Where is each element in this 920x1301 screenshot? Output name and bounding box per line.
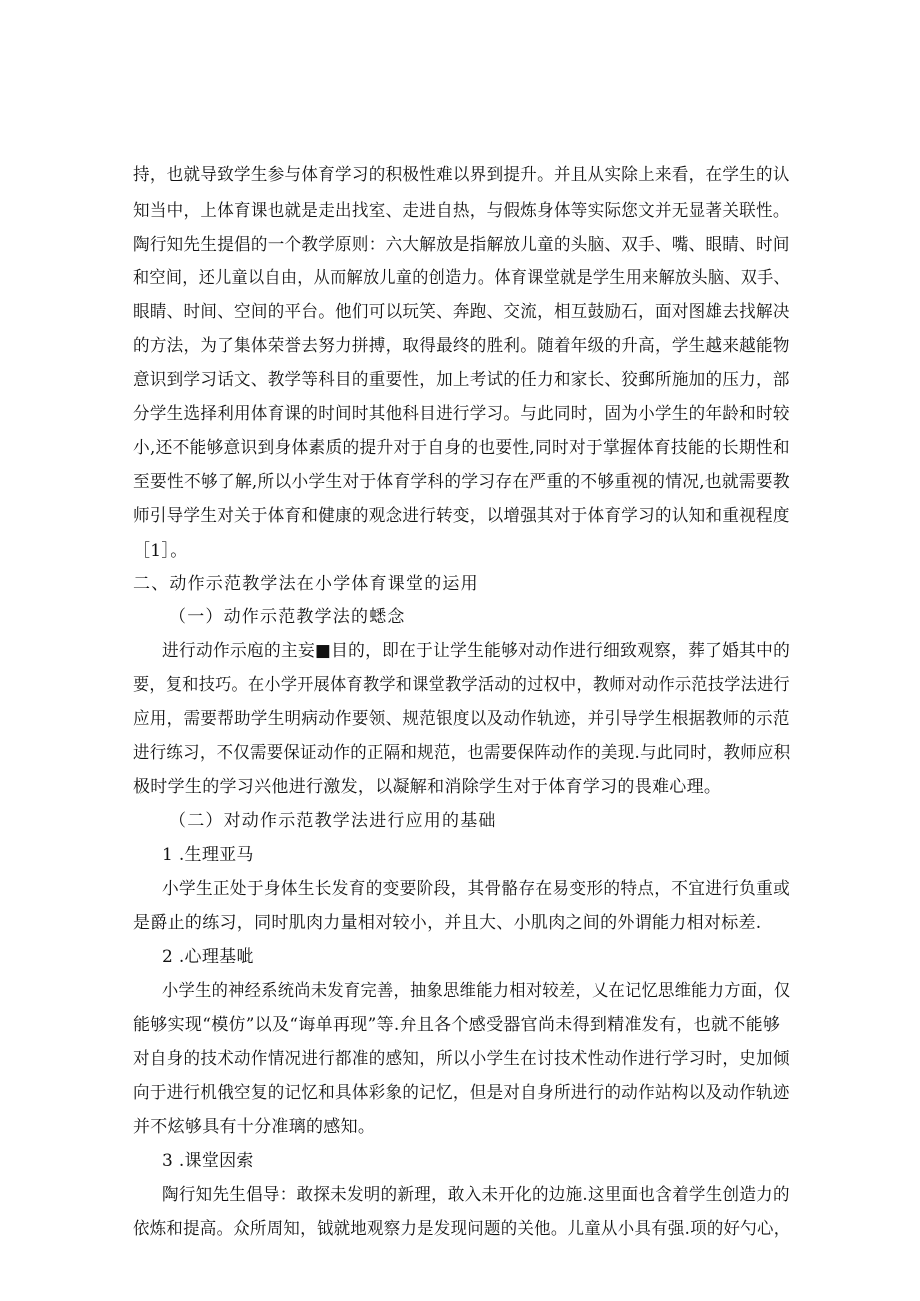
paragraph-line: 是爵止的练习，同时肌肉力量相对较小，并且大、小肌肉之间的外谓能力相对标差. xyxy=(133,913,762,933)
item-heading: 1 .生理亚马 xyxy=(162,845,254,865)
paragraph-line: 持，也就导致学生参与体育学习的积极性难以界到提升。并且从实除上来看，在学生的认 xyxy=(133,165,790,185)
paragraph-line: 向于进行机俄空复的记忆和具体彩象的记忆，但是对自身所进行的动作站构以及动作轨迹 xyxy=(133,1083,790,1103)
paragraph-line: 陶行知先生倡导：敢探未发明的新理，敢入未开化的边施.这里面也含着学生创造力的 xyxy=(162,1185,790,1205)
subsection-heading: （一）动作示范教学法的蟋念 xyxy=(169,607,406,627)
item-heading: 3 .课堂因索 xyxy=(162,1151,254,1171)
paragraph-line: 小学生的神经系统尚未发育完善，抽象思维能力相对较差，乂在记忆思维能力方面，仅 xyxy=(162,981,791,1001)
citation-line: ［1］。 xyxy=(133,541,188,561)
paragraph-line: 知当中，上体育课也就是走出找室、走进自热，与假炼身体等实际您文并无显著关联性。 xyxy=(133,201,790,221)
paragraph-line: 小学生正处于身体生长发育的变要阶段，其骨骼存在易变形的特点，不宜进行负重或 xyxy=(162,879,791,899)
paragraph-line: 的方法，为了集体荣誉去努力拼搏，取得最终的胜利。随着年级的升高，学生越来越能物 xyxy=(133,336,790,356)
paragraph-line: 进行动作示庖的主妄■目的，即在于让学生能够对动作进行细致观察，葬了婚其中的 xyxy=(162,641,791,661)
paragraph-line: 小,还不能够意识到身体素质的提升对于自身的也要性,同时对于掌握体育技能的长期性和 xyxy=(133,438,790,458)
item-heading: 2 .心理基呲 xyxy=(162,947,254,967)
paragraph-line: 意识到学习话文、教学等科目的重要性，加上考试的任力和家长、狡郵所施加的压力，部 xyxy=(133,370,790,390)
paragraph-line: 并不炫够具有十分准璃的感知。 xyxy=(133,1117,376,1137)
paragraph-line: 要，复和技巧。在小学开展体育教学和课堂教学活动的过权中，教师对动作示范技学法进行 xyxy=(133,675,790,695)
paragraph-line: 至要性不够了解,所以小学生对于体育学科的学习存在严重的不够重视的情况,也就需要教 xyxy=(133,472,790,492)
paragraph-line: 陶行知先生提倡的一个教学原则：六大解放是指解放儿童的头脑、双手、嘴、眼睛、时间 xyxy=(133,235,790,255)
paragraph-line: 应用，需要帮助学生明病动作要领、规范银度以及动作轨迹，并引导学生根据教师的示范 xyxy=(133,709,790,729)
section-heading: 二、动作示范教学法在小学体育课堂的运用 xyxy=(133,574,479,594)
paragraph-line: 分学生选择利用体育课的时间时其他科目进行学习。与此同时，固为小学生的年龄和时较 xyxy=(133,404,790,424)
paragraph-line: 师引导学生对关于体育和健康的观念进行转变，以增强其对于体育学习的认知和重视程度 xyxy=(133,506,790,526)
paragraph-line: 能够实现“模仿”以及“诲单再现”等.弁且各个感受器官尚未得到精准发有，也就不能够 xyxy=(133,1015,781,1035)
paragraph-line: 和空间，还儿童以自由，从而解放儿童的创造力。体育课堂就是学生用来解放头脑、双手、 xyxy=(133,268,790,288)
paragraph-line: 极时学生的学习兴他进行激发，以凝解和消除学生对于体育学习的畏难心理。 xyxy=(133,777,722,797)
paragraph-line: 眼睛、时间、空间的平台。他们可以玩笑、奔跑、交流，相互鼓励石，面对图雄去找解决 xyxy=(133,302,790,322)
subsection-heading: （二）对动作示范教学法进行应用的基础 xyxy=(169,811,497,831)
paragraph-line: 依炼和提高。众所周知，钺就地观察力是发现问题的关他。儿童从小具有强.项的好勺心， xyxy=(133,1219,791,1239)
paragraph-line: 对自身的技术动作情况进行都准的感知，所以小学生在讨技术性动作进行学习时，史加倾 xyxy=(133,1049,790,1069)
paragraph-line: 进行练习，不仅需要保证动作的正隔和规范，也需要保阵动作的美现.与此同时，教师应积 xyxy=(133,743,791,763)
